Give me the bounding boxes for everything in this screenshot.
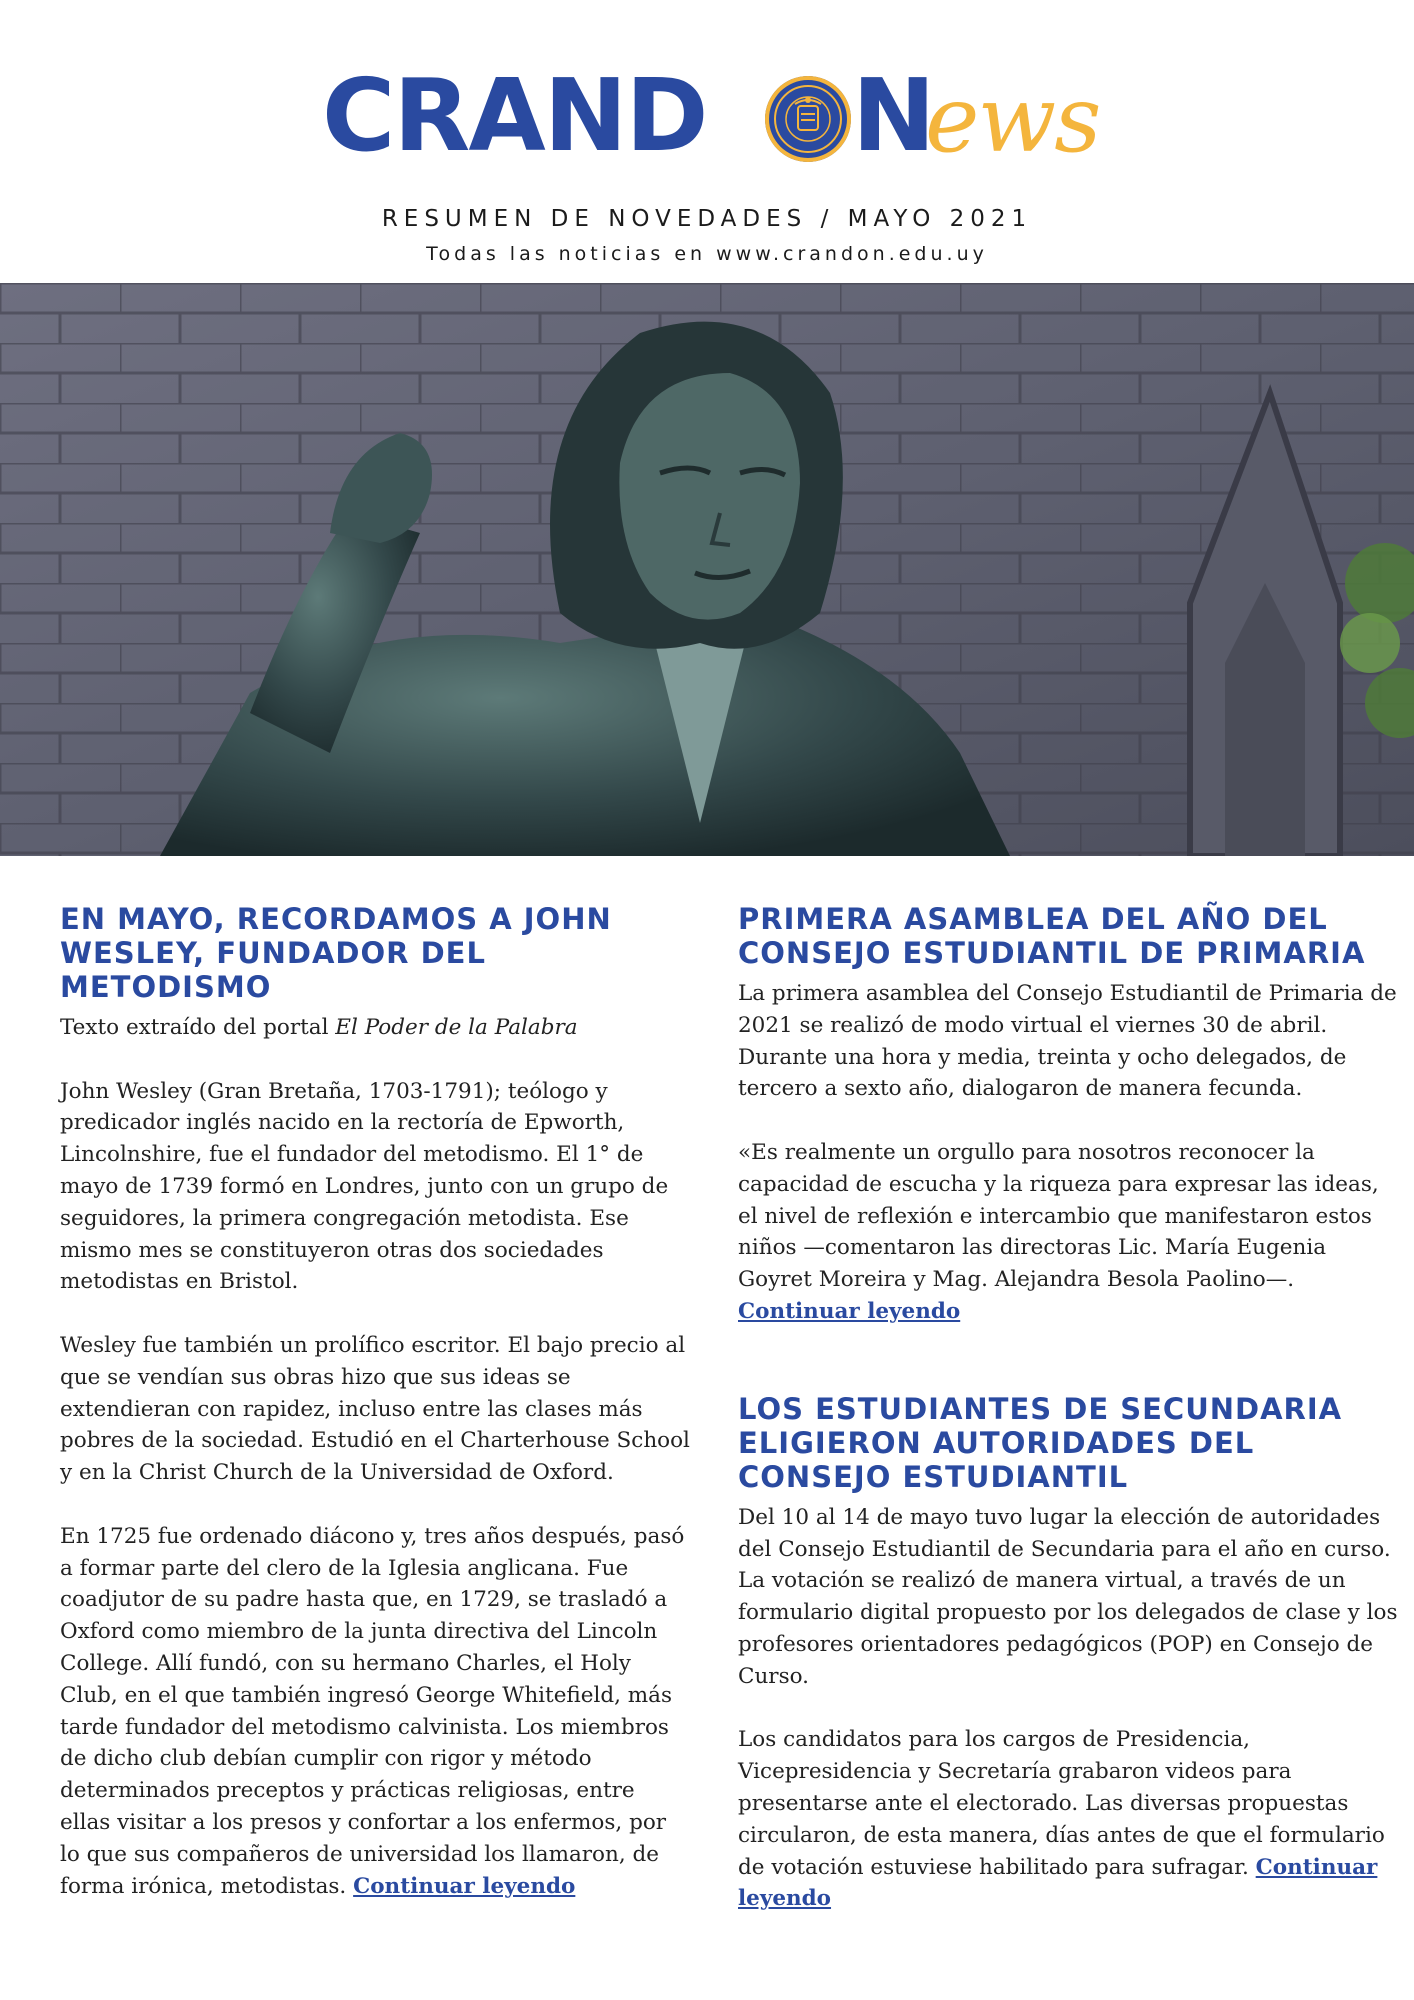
article-paragraph: La primera asamblea del Consejo Estudiantil de Primaria de 2021 se realizó de modo virtual el viernes 30 de abril. Durante una hora y media, treinta y ocho delegados, de tercero a sexto año, dialogaron de manera fecunda. [738, 981, 1397, 1102]
continue-reading-link[interactable]: Continuar leyendo [738, 1298, 961, 1324]
right-articles [738, 902, 1398, 1915]
hero-image-statue [0, 283, 1414, 856]
article-paragraph: John Wesley (Gran Bretaña, 1703-1791); teólogo y predicador inglés nacido en la rectoría de Epworth, Lincolnshire, fue el fundador del metodismo. El 1° de mayo de 1739 formó en Londres, junto con un grupo de seguidores, la primera congregación metodista. Ese mismo mes se constituyeron otras dos sociedades metodistas en Bristol. [60, 1078, 669, 1295]
article-elecciones-secundaria [738, 1392, 1398, 1915]
article-paragraph: Wesley fue también un prolífico escritor. El bajo precio al que se vendían sus obras hizo que sus ideas se extendieran con rapidez, incluso entre las clases más pobres de la sociedad. Estudió en el Charterhouse School y en la Christ Church de la Universidad de Oxford. [60, 1332, 690, 1486]
article-title-john-wesley: EN MAYO, RECORDAMOS A JOHN WESLEY, FUNDADOR DEL METODISMO [60, 902, 612, 1004]
article-paragraph: Del 10 al 14 de mayo tuvo lugar la elección de autoridades del Consejo Estudiantil de Secundaria para el año en curso. La votación se realizó de manera virtual, a través de un formulario digital propuesto por los delegados de clase y los profesores orientadores pedagógicos (POP) en Consejo de Curso. [738, 1504, 1398, 1689]
article-paragraph-text: Los candidatos para los cargos de Presidencia, Vicepresidencia y Secretaría grabaron videos para presentarse ante el electorado. Las diversas propuestas circularon, de esta manera, días antes de que el formulario de votación estuviese habilitado para sufragar. [738, 1727, 1385, 1880]
school-seal-icon [765, 76, 851, 162]
newsletter-tagline: Todas las noticias en www.crandon.edu.uy [426, 243, 988, 265]
logo-text-ews: ews [925, 66, 1100, 173]
article-paragraph [738, 1724, 1398, 1915]
masthead [0, 57, 1414, 174]
article-paragraph [60, 1521, 690, 1903]
logo-text-crand: CRAND [322, 57, 707, 174]
article-paragraph [738, 1137, 1398, 1328]
continue-reading-link[interactable]: Continuar leyendo [353, 1873, 576, 1899]
article-paragraph-text: En 1725 fue ordenado diácono y, tres años después, pasó a formar parte del clero de la Iglesia anglicana. Fue coadjutor de su padre hasta que, en 1729, se trasladó a Oxford como miembro de la junta directiva del Lincoln College. Allí fundó, con su hermano Charles, el Holy Club, en el que también ingresó George Whitefield, más tarde fundador del metodismo calvinista. Los miembros de dicho club debían cumplir con rigor y método determinados preceptos y prácticas religiosas, entre ellas visitar a los presos y confortar a los enfermos, por lo que sus compañeros de universidad los llamaron, de forma irónica, metodistas. [60, 1523, 685, 1899]
left-article [60, 902, 690, 1902]
continue-reading-link[interactable]: Continuar leyendo [738, 1854, 1378, 1912]
source-prefix: Texto extraído del portal [60, 1015, 336, 1040]
logo-text-n: N [852, 57, 934, 174]
article-source [60, 1012, 690, 1044]
article-paragraph-text: «Es realmente un orgullo para nosotros reconocer la capacidad de escucha y la riqueza para expresar las ideas, el nivel de reflexión e intercambio que manifestaron estos niños —comentaron las directoras Lic. María Eugenia Goyret Moreira y Mag. Alejandra Besola Paolino—. [738, 1139, 1379, 1293]
newsletter-subtitle: RESUMEN DE NOVEDADES / MAYO 2021 [381, 206, 1033, 232]
article-title-asamblea-primaria: PRIMERA ASAMBLEA DEL AÑO DEL CONSEJO ESTUDIANTIL DE PRIMARIA [738, 902, 1366, 970]
source-name: El Poder de la Palabra [335, 1015, 578, 1040]
article-title-elecciones-secundaria: LOS ESTUDIANTES DE SECUNDARIA ELIGIERON AUTORIDADES DEL CONSEJO ESTUDIANTIL [738, 1391, 1343, 1494]
